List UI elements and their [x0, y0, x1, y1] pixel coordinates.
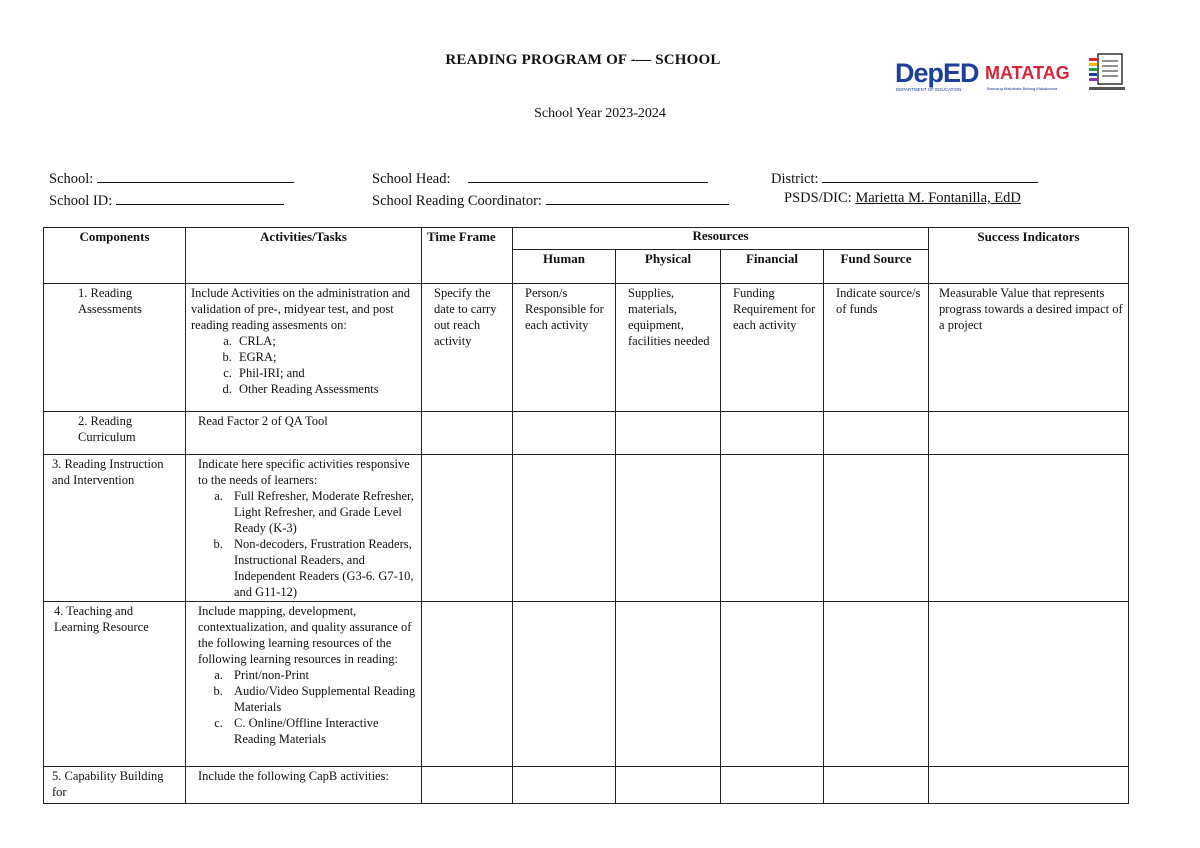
header-activities: Activities/Tasks [186, 228, 422, 284]
reading-program-table [43, 227, 1129, 804]
deped-logo: DepED [895, 58, 979, 88]
psds-field [784, 190, 1021, 207]
financial-cell[interactable] [721, 412, 824, 455]
list-item: a. Print/non-Print [226, 667, 416, 683]
reading-coordinator-field [372, 190, 729, 210]
matatag-logo: MATATAG [985, 63, 1070, 83]
school-head-input-line[interactable] [468, 168, 708, 183]
header-fund-source: Fund Source [824, 250, 929, 284]
activity-intro: Include mapping, development, contextualization, and quality assurance of the following learning resources of the following learning resources in reading: [198, 604, 412, 666]
header-success-indicators: Success Indicators [929, 228, 1129, 284]
logo-group [893, 50, 1133, 96]
school-head-field [372, 168, 708, 188]
component-cell: 2. Reading Curriculum [44, 412, 186, 455]
reading-book-icon [1089, 54, 1125, 90]
table-row [44, 412, 1129, 455]
financial-cell[interactable] [721, 602, 824, 767]
school-input-line[interactable] [97, 168, 294, 183]
time-frame-cell[interactable] [422, 455, 513, 602]
reading-coordinator-input-line[interactable] [546, 190, 729, 205]
activity-list [191, 333, 416, 397]
activity-list [198, 488, 416, 600]
list-item: b. EGRA; [235, 349, 416, 365]
activity-cell [186, 455, 422, 602]
physical-cell[interactable] [616, 455, 721, 602]
fund-source-cell: Indicate source/s of funds [824, 284, 929, 412]
school-id-input-line[interactable] [116, 190, 284, 205]
list-item: a. CRLA; [235, 333, 416, 349]
matatag-logo-subtext: Bansang Makabata Batang Makabansa [987, 86, 1058, 91]
school-year: School Year 2023-2024 [534, 106, 666, 121]
school-head-label: School Head: [372, 171, 451, 187]
fund-source-cell[interactable] [824, 602, 929, 767]
component-cell: 1. Reading Assessments [44, 284, 186, 412]
human-cell: Person/s Responsible for each activity [513, 284, 616, 412]
list-item: b. Audio/Video Supplemental Reading Materials [226, 683, 416, 715]
activity-intro: Indicate here specific activities responsive to the needs of learners: [198, 457, 410, 487]
physical-cell: Supplies, materials, equipment, facilities needed [616, 284, 721, 412]
activity-cell: Include the following CapB activities: [186, 767, 422, 804]
school-field [49, 168, 294, 188]
header-human: Human [513, 250, 616, 284]
activity-list [198, 667, 416, 747]
component-cell: 5. Capability Building for [44, 767, 186, 804]
table-row [44, 767, 1129, 804]
page-title: READING PROGRAM OF -–– SCHOOL [445, 52, 721, 68]
header-physical: Physical [616, 250, 721, 284]
district-label: District: [771, 171, 819, 187]
list-item: a. Full Refresher, Moderate Refresher, Light Refresher, and Grade Level Ready (K-3) [226, 488, 416, 536]
header-resources: Resources [513, 228, 929, 250]
time-frame-cell: Specify the date to carry out reach activity [422, 284, 513, 412]
school-id-label: School ID: [49, 193, 113, 209]
component-cell: 4. Teaching and Learning Resource [44, 602, 186, 767]
human-cell[interactable] [513, 767, 616, 804]
fund-source-cell[interactable] [824, 412, 929, 455]
list-item: b. Non-decoders, Frustration Readers, Instructional Readers, and Independent Readers (G3-6. G7-10, and G11-12) [226, 536, 416, 600]
school-id-field [49, 190, 284, 210]
district-field [771, 168, 1038, 188]
financial-cell[interactable] [721, 455, 824, 602]
physical-cell[interactable] [616, 602, 721, 767]
human-cell[interactable] [513, 455, 616, 602]
physical-cell[interactable] [616, 767, 721, 804]
table-row [44, 284, 1129, 412]
list-item: d. Other Reading Assessments [235, 381, 416, 397]
success-cell[interactable] [929, 767, 1129, 804]
reading-coordinator-label: School Reading Coordinator: [372, 193, 542, 209]
human-cell[interactable] [513, 412, 616, 455]
district-input-line[interactable] [822, 168, 1038, 183]
table-row [44, 455, 1129, 602]
fund-source-cell[interactable] [824, 767, 929, 804]
time-frame-cell[interactable] [422, 767, 513, 804]
activity-cell [186, 284, 422, 412]
time-frame-cell[interactable] [422, 412, 513, 455]
activity-intro: Include Activities on the administration and validation of pre-, midyear test, and post reading reading assesments on: [191, 286, 411, 332]
header-time-frame: Time Frame [422, 228, 513, 284]
human-cell[interactable] [513, 602, 616, 767]
activity-cell: Read Factor 2 of QA Tool [186, 412, 422, 455]
physical-cell[interactable] [616, 412, 721, 455]
deped-logo-subtext: DEPARTMENT OF EDUCATION [896, 87, 962, 92]
component-cell: 3. Reading Instruction and Intervention [44, 455, 186, 602]
success-cell[interactable] [929, 602, 1129, 767]
school-label: School: [49, 171, 94, 187]
list-item: c. Phil-IRI; and [235, 365, 416, 381]
activity-cell [186, 602, 422, 767]
success-cell[interactable] [929, 455, 1129, 602]
psds-label: PSDS/DIC: [784, 190, 852, 206]
success-cell[interactable] [929, 412, 1129, 455]
fund-source-cell[interactable] [824, 455, 929, 602]
header-financial: Financial [721, 250, 824, 284]
financial-cell: Funding Requirement for each activity [721, 284, 824, 412]
psds-value: Marietta M. Fontanilla, EdD [855, 190, 1021, 206]
table-row [44, 602, 1129, 767]
header-components: Components [44, 228, 186, 284]
header-row [44, 228, 1129, 250]
list-item: c. C. Online/Offline Interactive Reading Materials [226, 715, 416, 747]
deped-matatag-logos [893, 50, 1133, 96]
financial-cell[interactable] [721, 767, 824, 804]
success-cell: Measurable Value that represents prograss towards a desired impact of a project [929, 284, 1129, 412]
time-frame-cell[interactable] [422, 602, 513, 767]
